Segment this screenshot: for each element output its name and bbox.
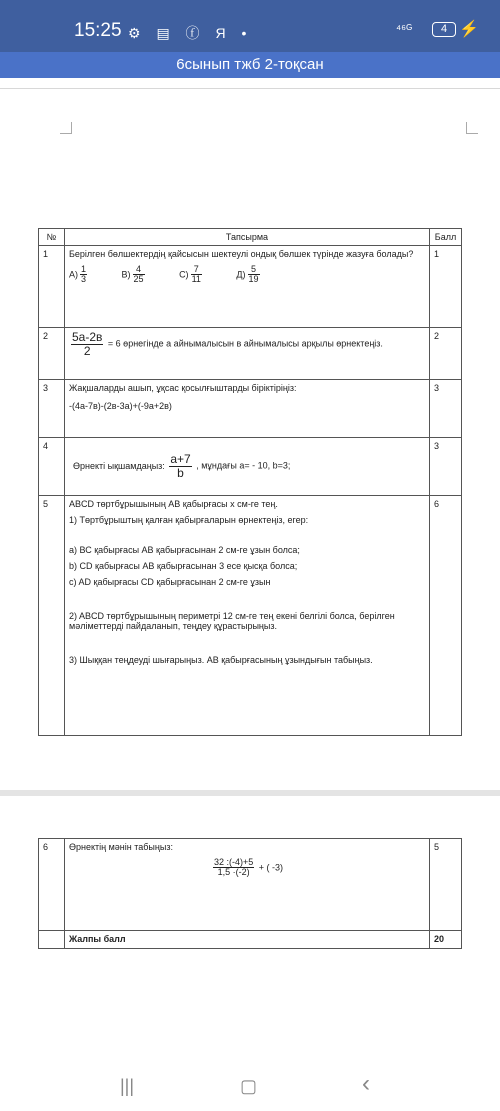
fraction [191,265,202,285]
charging-icon: ⚡ [459,21,479,38]
table-row [39,438,462,496]
fraction [133,265,145,285]
fraction [71,331,103,357]
task-line: 3) Шыққан теңдеуді шығарыңыз. АВ қабырғасының ұзындығын табыңыз. [69,655,373,665]
task-text: Өрнекті ықшамдаңыз: [73,460,165,471]
task-line: 1) Төртбұрыштың қалған қабырғаларын өрнектеңіз, егер: [69,515,309,525]
numerator: 32 :(-4)+5 [213,857,254,867]
option-label: С) [179,269,189,280]
table-row [39,328,462,380]
option-b [122,265,147,285]
fraction [213,858,254,878]
expression-tail: + ( -3) [258,862,284,873]
crop-mark-right [466,122,478,134]
option-d [236,265,261,285]
task-cell [65,246,430,328]
crop-mark-left [60,122,72,134]
denominator: 25 [133,274,144,285]
task-line: b) CD қабырғасы АВ қабырғасынан 3 есе қысқа болса; [69,561,298,571]
score-cell: 2 [430,328,462,380]
row-number: 3 [39,380,65,438]
option-c [179,265,204,285]
option-label: В) [121,269,131,280]
table-header-row [39,229,462,246]
task-table [38,228,462,736]
numerator: 5а-2в [72,330,103,344]
clock: 15:25 [74,20,122,41]
denominator: 3 [81,274,87,285]
navigation-bar [0,1062,500,1111]
task-line: c) AD қабырғасы CD қабырғасынан 2 см-ге ұзын [69,577,271,587]
score-cell: 3 [430,438,462,496]
notification-icons: ⚙ ▤ ⓕ Я • [128,25,253,41]
row-number: 4 [39,438,65,496]
row-number [39,931,65,949]
task-expression [69,858,425,878]
table-row [39,246,462,328]
document-title: 6сынып тжб 2-тоқсан [176,56,324,73]
row-number: 5 [39,496,65,736]
fraction [80,265,87,285]
denominator: 19 [248,274,259,285]
row-number: 1 [39,246,65,328]
table-row [39,380,462,438]
task-condition: , мұндағы а= - 10, b=3; [196,460,291,471]
task-cell [65,438,430,496]
table-row [39,496,462,736]
denominator: 1,5 ·(-2) [217,867,250,878]
option-label: Д) [236,269,246,280]
table-row [39,839,462,931]
task-text: Берілген бөлшектердің қайсысын шектеулі ондық бөлшек түрінде жазуға болады? [69,249,414,259]
task-text: Жақшаларды ашып, ұқсас қосылғыштарды біріктіріңіз: [69,383,297,393]
numerator: а+7 [170,452,191,467]
app-title-bar [0,52,500,78]
back-icon[interactable]: ‹ [362,1070,370,1097]
task-expression: -(4а-7в)-(2в-3а)+(-9а+2в) [69,401,172,411]
row-number: 2 [39,328,65,380]
numerator: 5 [248,265,260,275]
answer-options [69,265,425,285]
numerator: 7 [191,265,202,275]
option-a [69,265,89,285]
option-label: А) [69,269,78,280]
header-task: Тапсырма [65,229,430,246]
total-label: Жалпы балл [65,931,430,949]
network-icon: ⁴⁶ᴳ [396,22,413,36]
denominator: 2 [83,343,91,358]
task-text: Өрнектің мәнін табыңыз: [69,842,173,852]
score-cell: 5 [430,839,462,931]
denominator: 11 [191,274,201,285]
task-cell [65,496,430,736]
recent-apps-icon[interactable]: ||| [120,1076,135,1096]
score-cell: 3 [430,380,462,438]
score-cell: 6 [430,496,462,736]
total-score: 20 [430,931,462,949]
table-row [39,931,462,949]
status-bar [0,0,500,52]
header-no: № [39,229,65,246]
denominator: b [177,466,184,480]
battery-icon: 4 [432,22,456,37]
task-cell [65,380,430,438]
row-number: 6 [39,839,65,931]
task-table-continued [38,838,462,949]
task-cell [65,328,430,380]
task-line: 2) ABCD төртбұрышының периметрі 12 см-ге тең екені белгілі болса, берілген мәліметтерді пайдаланып, теңдеу құрастырыңыз. [69,611,395,631]
task-line: а) ВС қабырғасы АВ қабырғасынан 2 см-ге ұзын болса; [69,545,300,555]
numerator: 1 [81,264,87,274]
fraction [169,453,191,479]
header-score: Балл [430,229,462,246]
numerator: 4 [133,265,145,275]
home-icon[interactable]: ▢ [240,1076,258,1096]
task-line: ABCD төртбұрышының АВ қабырғасы х см-ге тең. [69,499,278,509]
fraction [248,265,260,285]
score-cell: 1 [430,246,462,328]
task-cell [65,839,430,931]
task-text: = 6 өрнегінде а айнымалысын в айнымалысы арқылы өрнектеңіз. [107,338,383,349]
